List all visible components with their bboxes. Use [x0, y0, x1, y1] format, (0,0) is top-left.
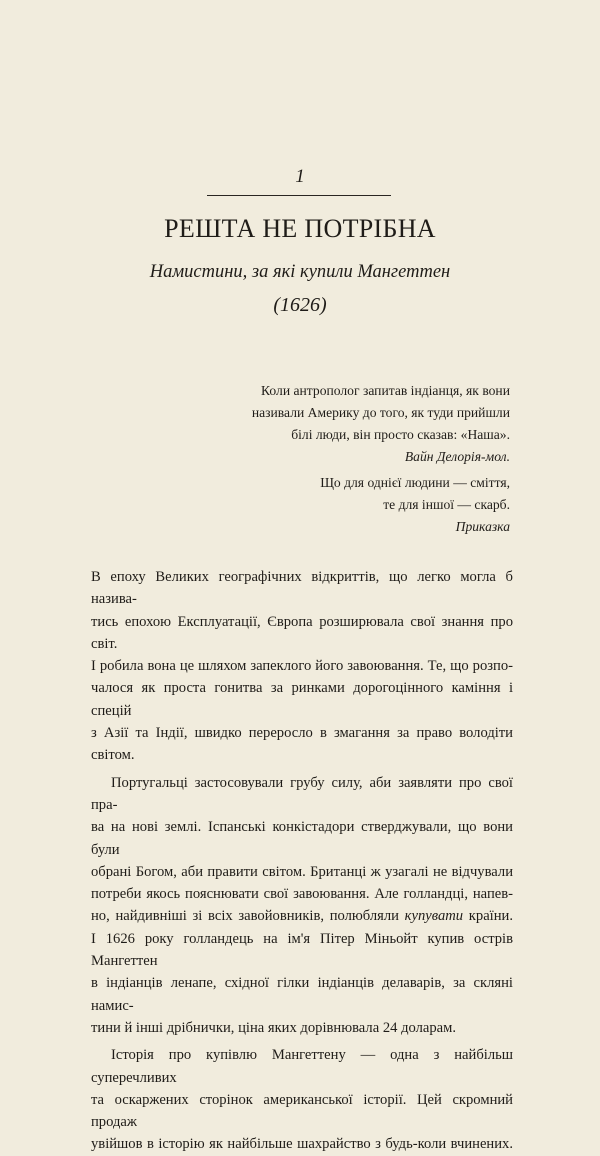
paragraph-3 [91, 1044, 513, 1155]
text-line: та оскаржених сторінок американської історії. Цей скромний продаж [91, 1091, 513, 1131]
epigraph-line: Що для однієї людини — сміття, [320, 475, 510, 490]
text-line: ва на нові землі. Іспанські конкістадори стверджували, що вони були [91, 819, 513, 858]
text-line: з Азії та Індії, швидко переросло в змагання за право володіти світом. [91, 725, 513, 764]
text-line [91, 905, 513, 927]
epigraph-line: білі люди, він просто сказав: «Наша». [291, 427, 510, 442]
emphasis-text: купувати [404, 908, 464, 925]
paragraph-1 [91, 566, 513, 767]
epigraph-source: Вайн Делорія-мол. [404, 449, 510, 464]
epigraph-line: називали Америку до того, як туди прийшли [251, 405, 510, 420]
text-line: увійшов в історію як найбільше шахрайство з будь-коли вчинених. [91, 1136, 513, 1153]
text-line: обрані Богом, аби правити світом. Британці ж узагалі не відчували [91, 863, 513, 880]
paragraph-2 [91, 772, 513, 1040]
text-line: В епоху Великих географічних відкриттів, що легко могла б назива- [91, 569, 513, 608]
text-line: потреби якось пояснювати свої завоювання. Але голландці, напев- [91, 886, 513, 903]
chapter-divider [207, 195, 391, 196]
body-text [91, 566, 513, 1156]
epigraph-2 [210, 472, 510, 538]
epigraph-1 [110, 380, 510, 468]
text-line: в індіанців ленапе, східної гілки індіанців делаварів, за скляні намис- [91, 975, 513, 1014]
text-segment: країни. [463, 908, 513, 925]
epigraph-line: Коли антрополог запитав індіанця, як вони [261, 383, 510, 398]
chapter-number: 1 [295, 166, 305, 187]
text-line: тини й інші дрібнички, ціна яких дорівнювала 24 доларам. [91, 1019, 457, 1036]
chapter-year: (1626) [273, 294, 327, 316]
epigraph-line: те для іншої — скарб. [383, 497, 510, 512]
text-line: І 1626 року голландець на ім'я Пітер Міньойт купив острів Мангеттен [91, 930, 513, 970]
text-line: Історія про купівлю Мангеттену — одна з найбільш суперечливих [91, 1047, 513, 1086]
chapter-title: РЕШТА НЕ ПОТРІБНА [164, 214, 436, 243]
text-line: І робила вона це шляхом запеклого його завоювання. Те, що розпо- [91, 658, 513, 675]
text-line: тись епохою Експлуатації, Європа розширювала свої знання про світ. [91, 613, 513, 652]
chapter-subtitle: Намистини, за які купили Мангеттен [149, 262, 451, 282]
text-line: чалося як проста гонитва за ринками дорогоцінного каміння і спецій [91, 680, 513, 719]
epigraph-source: Приказка [455, 519, 510, 534]
text-line: Португальці застосовували грубу силу, аби заявляти про свої пра- [91, 774, 513, 813]
text-segment: но, найдивніші зі всіх завойовників, полюбляли [91, 908, 405, 925]
